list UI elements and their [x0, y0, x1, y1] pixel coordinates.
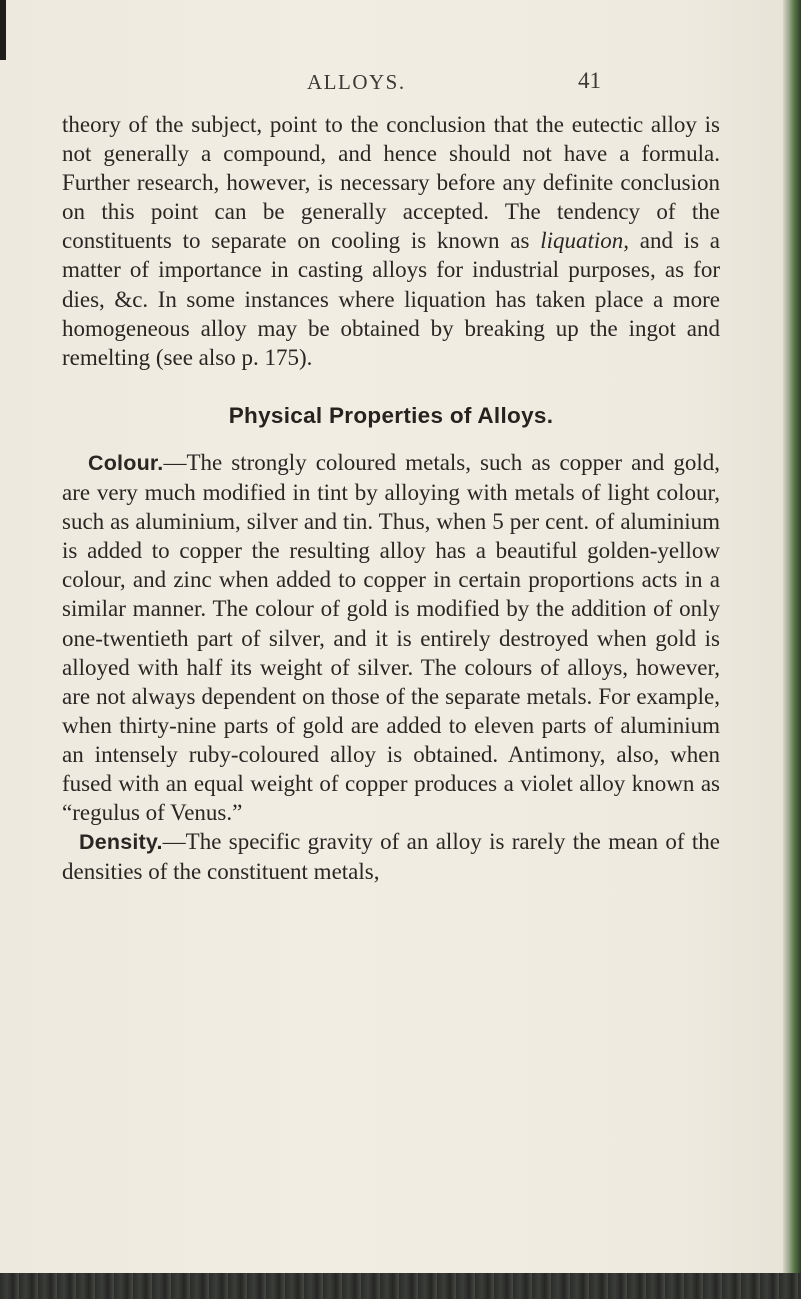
- book-binding-edge: [783, 0, 801, 1299]
- page-number: 41: [578, 68, 601, 93]
- page-bottom-edge: [0, 1273, 801, 1299]
- paragraph-text: and is a matter of importance in casting alloys for industrial purposes, as for dies, &c. In some instances where liquation has taken place a more homogeneous alloy may be obtained by breaking up the ingot and remelting (see also p. 175).: [62, 228, 720, 370]
- paragraph-text: —The strongly coloured metals, such as copper and gold, are very much modified in tint by alloying with metals of light colour, such as aluminium, silver and tin. Thus, when 5 per cent. of aluminium is added to copper the resulting alloy has a beautiful golden-yellow colour, and zinc when added to copper in certain proportions acts in a similar manner. The colour of gold is modified by the addition of only one-twentieth part of silver, and it is entirely destroyed when gold is alloyed with half its weight of silver. The colours of alloys, however, are not always dependent on those of the separate metals. For example, when thirty-nine parts of gold are added to eleven parts of aluminium an intensely ruby-coloured alloy is obtained. Antimony, also, when fused with an equal weight of copper produces a violet alloy known as “regulus of Venus.”: [62, 449, 720, 826]
- section-heading: Physical Properties of Alloys.: [228, 402, 554, 428]
- running-header: [0, 66, 801, 96]
- paragraph-text: —The specific gravity of an alloy is rarely the mean of the densities of the constituent metals,: [62, 829, 720, 885]
- body-text: [62, 110, 720, 886]
- paragraph-text: theory of the subject, point to the conclusion that the eutectic alloy is not generally a compound, and hence should not have a formula. Further research, however, is necessary before any definite conclusion on this point can be generally accepted. The tendency of the constituents to separate on cooling is known as: [62, 112, 720, 254]
- facing-page-edge: [0, 0, 6, 60]
- paragraph-liquation: [62, 110, 720, 372]
- paragraph-density: [62, 827, 720, 886]
- runin-heading-colour: Colour.: [88, 450, 164, 475]
- runin-heading-density: Density.: [79, 830, 163, 855]
- running-title: ALLOYS.: [307, 70, 406, 94]
- italic-term-liquation: liquation,: [540, 228, 629, 254]
- paragraph-colour: [62, 448, 720, 827]
